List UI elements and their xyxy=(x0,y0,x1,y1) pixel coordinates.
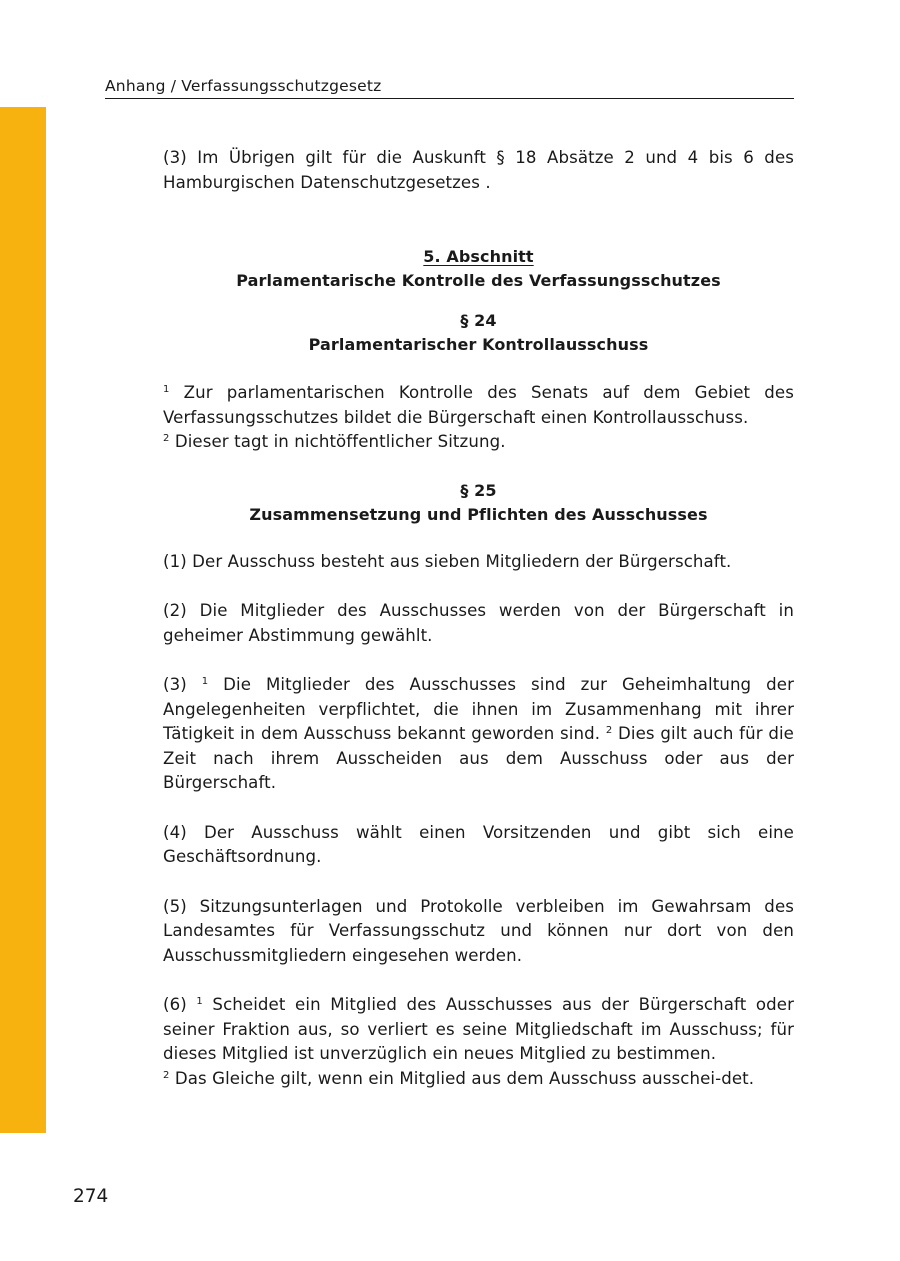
paragraph-title: Zusammensetzung und Pflichten des Ausschusses xyxy=(249,504,708,524)
subsection-label: (3) xyxy=(163,675,202,694)
sentence-text: Zur parlamentarischen Kontrolle des Senats auf dem Gebiet des Verfassungsschutzes bildet die Bürgerschaft einen Kontrollausschuss. xyxy=(163,383,794,427)
sentence-text: Das Gleiche gilt, wenn ein Mitglied aus dem Ausschuss ausschei-det. xyxy=(169,1068,755,1088)
sentence-number: 1 xyxy=(201,676,209,687)
sentence-number: 1 xyxy=(196,996,203,1007)
paragraph-23-3: (3) Im Übrigen gilt für die Auskunft § 18 Absätze 2 und 4 bis 6 des Hamburgischen Datenschutzgesetzes . xyxy=(163,148,794,192)
sentence-text: Dies gilt auch für die Zeit nach ihrem Ausscheiden aus dem Ausschuss oder aus der Bürgerschaft. xyxy=(163,724,794,792)
paragraph-25-6 xyxy=(163,993,794,1091)
sentence-number: 2 xyxy=(605,725,613,736)
paragraph-25-3 xyxy=(163,673,794,796)
sentence-number: 1 xyxy=(163,384,170,395)
page-body xyxy=(163,146,794,1091)
subsection-label: (6) xyxy=(163,995,197,1014)
page-number: 274 xyxy=(73,1186,109,1207)
section-number: 5. Abschnitt xyxy=(423,247,534,266)
paragraph-25-1: (1) Der Ausschuss besteht aus sieben Mitgliedern der Bürgerschaft. xyxy=(163,551,732,571)
sentence-text: Scheidet ein Mitglied des Ausschusses aus der Bürgerschaft oder seiner Fraktion aus, so verliert es seine Mitgliedschaft im Ausschuss; für dieses Mitglied ist unverzüglich ein neues Mitglied zu bestimmen. xyxy=(163,995,794,1063)
paragraph-24-heading xyxy=(163,309,794,357)
side-accent-bar xyxy=(0,107,46,1133)
paragraph-25-2: (2) Die Mitglieder des Ausschusses werden von der Bürgerschaft in geheimer Abstimmung gewählt. xyxy=(163,601,794,645)
sentence-number: 2 xyxy=(163,433,170,444)
header-rule xyxy=(105,98,794,99)
paragraph-title: Parlamentarischer Kontrollausschuss xyxy=(308,335,649,354)
running-header: Anhang / Verfassungsschutzgesetz xyxy=(105,77,382,95)
paragraph-number: § 25 xyxy=(460,480,497,500)
paragraph-24-text xyxy=(163,381,794,455)
sentence-text: Die Mitglieder des Ausschusses sind zur Geheimhaltung der Angelegenheiten verpflichtet, die ihnen im Zusammenhang mit ihrer Tätigkeit in dem Ausschuss bekannt geworden sind. xyxy=(163,675,794,743)
sentence-number: 2 xyxy=(163,1069,170,1081)
paragraph-25-5: (5) Sitzungsunterlagen und Protokolle verbleiben im Gewahrsam des Landesamtes für Verfassungsschutz und können nur dort von den Ausschussmitgliedern eingesehen werden. xyxy=(163,896,794,965)
section-5-heading xyxy=(163,245,794,293)
paragraph-25-heading xyxy=(163,479,794,527)
sentence-text: Dieser tagt in nichtöffentlicher Sitzung. xyxy=(169,432,506,451)
paragraph-number: § 24 xyxy=(460,311,497,330)
paragraph-25-4: (4) Der Ausschuss wählt einen Vorsitzenden und gibt sich eine Geschäftsordnung. xyxy=(163,822,794,866)
section-title: Parlamentarische Kontrolle des Verfassungsschutzes xyxy=(236,271,721,290)
